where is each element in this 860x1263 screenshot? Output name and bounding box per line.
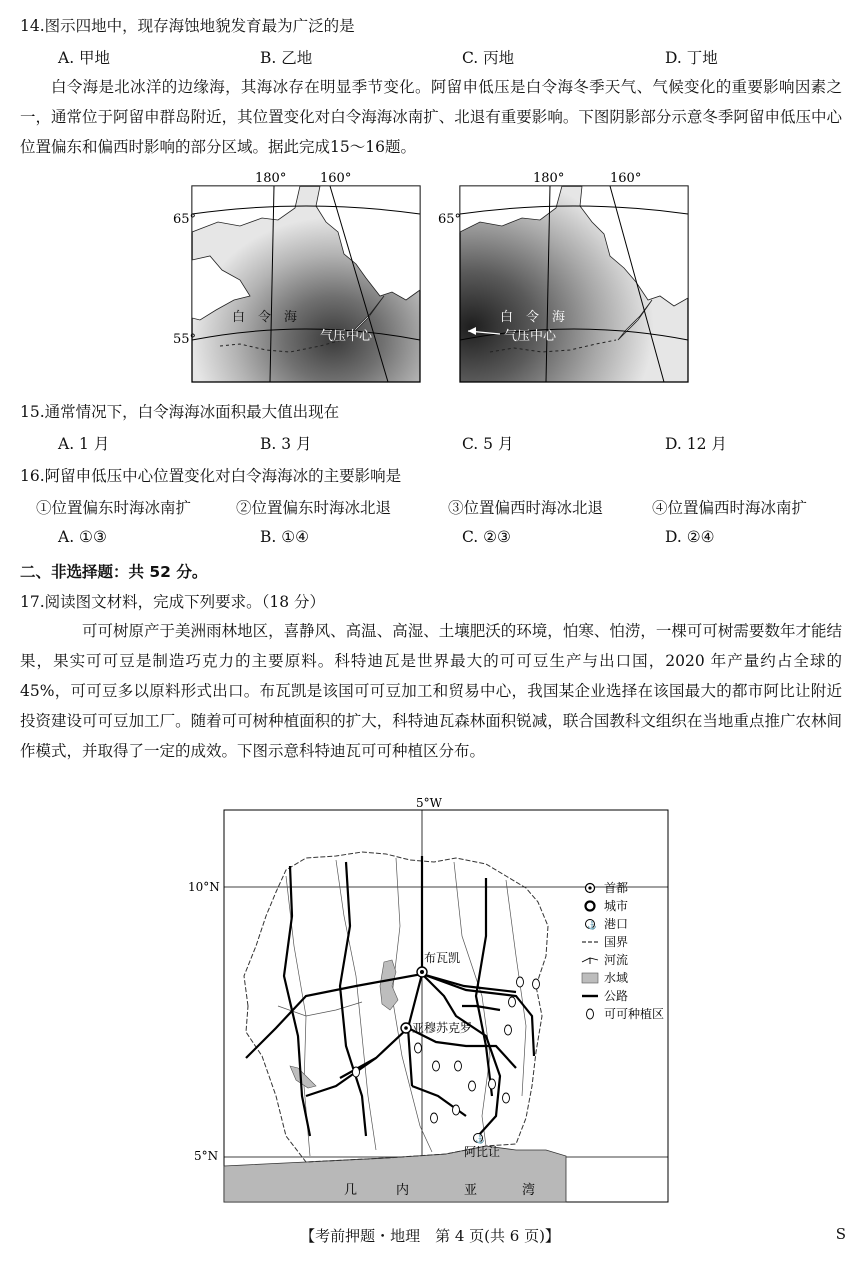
q16-option-a: A. ①③ — [58, 528, 107, 546]
intro-15-16: 白令海是北冰洋的边缘海，其海冰存在明显季节变化。阿留申低压是白令海冬季天气、气候变化的重要影响因素之一，通常位于阿留申群岛附近，其位置变化对白令海海冰南扩、北退有重要影响。下图阴影部分示意冬季阿留申低压中心位置偏东和偏西时影响的部分区域。据此完成15～16题。 — [20, 78, 842, 156]
lon-180-label-left: 180° — [255, 171, 287, 186]
cote-divoire-cocoa-map — [186, 796, 676, 1208]
section-2-heading: 二、非选择题：共 52 分。 — [20, 563, 208, 581]
q14-option-b: B. 乙地 — [260, 49, 313, 67]
map-panel-east — [173, 186, 420, 382]
pressure-center-label-right: 气压中心 — [504, 329, 557, 344]
corner-mark: S — [835, 1225, 846, 1243]
q14-option-c: C. 丙地 — [462, 49, 515, 67]
q16-option-c: C. ②③ — [462, 528, 511, 546]
svg-text:⚓: ⚓ — [587, 921, 597, 930]
q16-item-3: ③位置偏西时海冰北退 — [448, 499, 604, 517]
lon-160-label-right: 160° — [610, 171, 642, 186]
lon-180-label-right: 180° — [533, 171, 565, 186]
bering-sea-map — [170, 168, 700, 386]
q17-material: 可可树原产于美洲雨林地区，喜静风、高温、高湿、土壤肥沃的环境，怕寒、怕涝，一棵可可树需要数年才能结果，果实可可豆是制造巧克力的主要原料。科特迪瓦是世界最大的可可豆生产与出口国，2020 年产量约占全球的 45%，可可豆多以原料形式出口。布瓦凯是该国可可豆加工和贸易中心，我国某企业选择在该国最大的都市阿比让附近投资建设可可豆加工厂。随着可可树种植面积的扩大，科特迪瓦森林面积锐减，联合国教科文组织在当地重点推广农林间作模式，并取得了一定的成效。下图示意科特迪瓦可可种植区分布。 — [20, 622, 842, 760]
legend-cocoa: 可可种植区 — [604, 1007, 665, 1021]
legend-river: 河流 — [604, 953, 629, 967]
map-panel-west — [438, 186, 688, 382]
svg-text:⚓: ⚓ — [475, 1135, 485, 1144]
lat-65-label-left: 65° — [173, 212, 197, 227]
q14-option-d: D. 丁地 — [665, 49, 718, 67]
bering-sea-label-right: 白 令 海 — [500, 310, 566, 325]
legend-water: 水域 — [604, 971, 629, 985]
q15-stem: 15.通常情况下，白令海海冰面积最大值出现在 — [20, 403, 340, 421]
q15-option-c: C. 5 月 — [462, 435, 514, 453]
q16-item-2: ②位置偏东时海冰北退 — [236, 499, 392, 517]
q16-option-b: B. ①④ — [260, 528, 310, 546]
lat-55-label-left: 55° — [173, 332, 197, 347]
legend-port: 港口 — [604, 917, 629, 931]
lon-5w-label: 5°W — [416, 796, 442, 810]
lon-160-label-left: 160° — [320, 171, 352, 186]
q16-option-d: D. ②④ — [665, 528, 715, 546]
q14-option-a: A. 甲地 — [58, 49, 111, 67]
lat-5n-label: 5°N — [194, 1149, 219, 1163]
q15-option-a: A. 1 月 — [58, 435, 110, 453]
legend-city: 城市 — [604, 899, 629, 913]
q15-option-d: D. 12 月 — [665, 435, 727, 453]
q15-option-b: B. 3 月 — [260, 435, 312, 453]
q16-item-1: ①位置偏东时海冰南扩 — [36, 499, 192, 517]
q16-item-4: ④位置偏西时海冰南扩 — [652, 499, 808, 517]
legend-border: 国界 — [604, 935, 629, 949]
svg-text:阿比让: 阿比让 — [464, 1145, 501, 1159]
legend-road: 公路 — [604, 989, 629, 1003]
lat-10n-label: 10°N — [188, 880, 220, 894]
capital-yamoussoukro — [401, 1021, 472, 1035]
q17-stem: 17.阅读图文材料，完成下列要求。（18 分） — [20, 593, 326, 611]
sea-char-3: 亚 — [464, 1183, 478, 1198]
svg-text:亚穆苏克罗: 亚穆苏克罗 — [412, 1021, 473, 1035]
sea-char-2: 内 — [396, 1183, 410, 1198]
svg-text:布瓦凯: 布瓦凯 — [424, 951, 461, 965]
page-footer: 【考前押题・地理 第 4 页(共 6 页)】 — [300, 1227, 560, 1245]
q14-stem: 14.图示四地中，现存海蚀地貌发育最为广泛的是 — [20, 17, 355, 35]
legend-capital: 首都 — [604, 881, 629, 895]
q16-stem: 16.阿留申低压中心位置变化对白令海海冰的主要影响是 — [20, 467, 402, 485]
sea-char-1: 几 — [344, 1183, 358, 1198]
sea-char-4: 湾 — [522, 1183, 536, 1198]
bering-sea-label-left: 白 令 海 — [232, 310, 298, 325]
pressure-center-label-left: 气压中心 — [320, 329, 373, 344]
lat-65-label-right: 65° — [438, 212, 462, 227]
